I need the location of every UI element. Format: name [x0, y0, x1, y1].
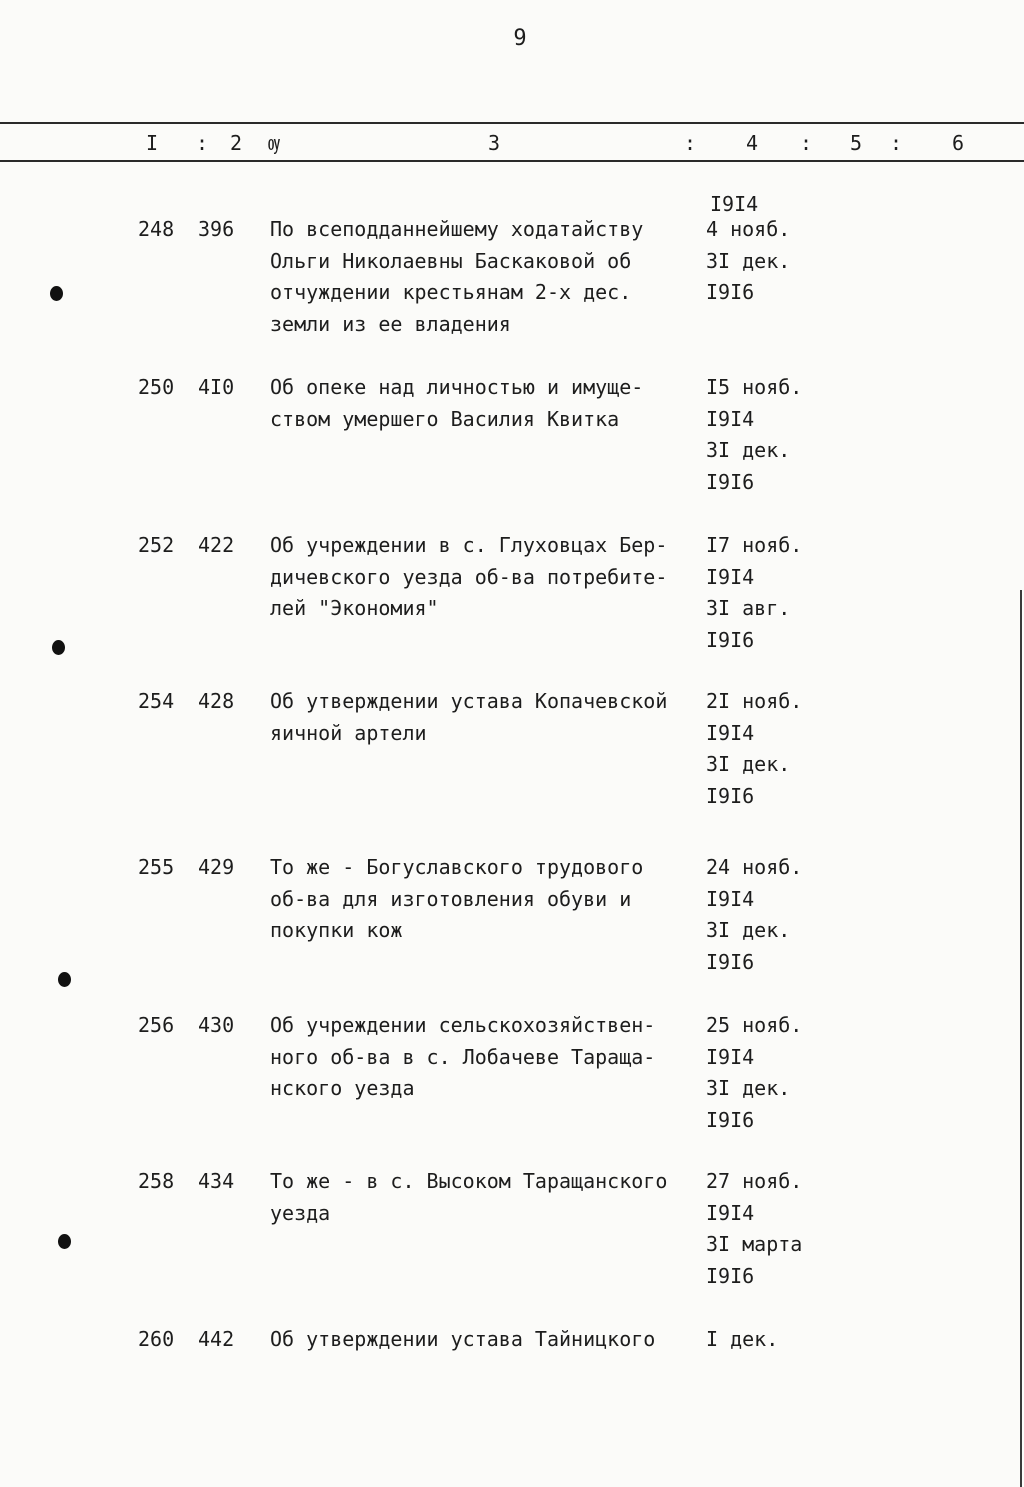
record-date-line: 3I дек.: [706, 1076, 791, 1100]
record-dates: [706, 852, 802, 978]
record-title: [270, 530, 702, 625]
record-file-number: 422: [198, 533, 235, 557]
record-title: [270, 1010, 702, 1105]
record-title-line: Об учреждении сельскохозяйствен-: [270, 1013, 656, 1037]
record-date-line: 3I дек.: [706, 248, 791, 273]
record-number: 260: [138, 1327, 175, 1351]
record-title-line: земли из ее владения: [270, 311, 511, 336]
record-title-line: ного об-ва в с. Лобачеве Таращa-: [270, 1044, 656, 1069]
record-title-line: уезда: [270, 1200, 331, 1225]
record-number: 258: [138, 1169, 175, 1193]
header-separator: :: [890, 131, 903, 155]
header-separator: :: [196, 131, 209, 155]
record-date-line: I9I4: [706, 886, 755, 911]
record-title: [270, 1324, 702, 1356]
record-date-line: I9I4: [706, 406, 755, 431]
record-file-number: 428: [198, 689, 235, 713]
record-title-line: лей "Экономия": [270, 596, 439, 620]
record-number: 252: [138, 533, 175, 557]
record-title: [270, 852, 702, 947]
page-edge-line: [1020, 590, 1022, 1487]
table-top-rule: [0, 122, 1024, 124]
record-date-line: I9I6: [706, 280, 755, 304]
record-title-line: Об утверждении устава Копачевской: [270, 689, 668, 713]
record-date-line: I9I6: [706, 469, 755, 494]
record-title-line: Об учреждении в с. Глуховцах Бер-: [270, 533, 668, 557]
table-header-rule: [0, 160, 1024, 162]
record-date-line: I5 нояб.: [706, 375, 803, 399]
header-mark: ѹ: [268, 131, 281, 155]
record-title-line: Об опеке над личностью и имуще-: [270, 375, 644, 399]
record-title-line: покупки кож: [270, 918, 403, 942]
record-file-number: 429: [198, 855, 235, 879]
record-title-line: То же - Богуславского трудового: [270, 855, 644, 879]
header-col-3: 3: [488, 131, 501, 155]
record-file-number: 396: [198, 217, 235, 241]
record-title-line: Об утверждении устава Тайницкого: [270, 1327, 656, 1351]
record-date-line: 3I дек.: [706, 918, 791, 942]
record-date-line: 4 нояб.: [706, 217, 791, 241]
record-dates: [706, 372, 802, 498]
header-col-6: 6: [952, 131, 965, 155]
record-number: 250: [138, 375, 175, 399]
record-date-line: 24 нояб.: [706, 855, 803, 879]
punch-hole: [58, 972, 71, 987]
header-col-1: I: [146, 131, 159, 155]
record-date-line: I7 нояб.: [706, 533, 803, 557]
punch-hole: [52, 640, 65, 655]
punch-hole: [50, 286, 63, 301]
record-date-line: I9I6: [706, 627, 755, 652]
record-title-line: об-ва для изготовления обуви и: [270, 886, 632, 911]
record-title-line: нского уезда: [270, 1076, 415, 1100]
record-date-line: I9I6: [706, 1107, 755, 1132]
record-date-line: I дек.: [706, 1327, 779, 1351]
record-dates: [706, 1324, 778, 1356]
record-file-number: 434: [198, 1169, 235, 1193]
record-number: 248: [138, 217, 175, 241]
record-number: 254: [138, 689, 175, 713]
header-col-2: 2: [230, 131, 243, 155]
record-date-line: I9I4: [706, 1044, 755, 1069]
record-number: 255: [138, 855, 175, 879]
record-title: [270, 372, 702, 435]
record-title: [270, 214, 702, 340]
record-title: [270, 686, 702, 749]
record-date-line: 3I дек.: [706, 438, 791, 462]
record-date-line: I9I6: [706, 949, 755, 974]
record-date-line: 25 нояб.: [706, 1013, 803, 1037]
record-dates: [706, 530, 802, 656]
record-date-line: 3I дек.: [706, 752, 791, 776]
punch-hole: [58, 1234, 71, 1249]
record-dates: [706, 686, 802, 812]
record-dates: [706, 1010, 802, 1136]
header-col-4: 4: [746, 131, 759, 155]
page-number: 9: [513, 26, 527, 51]
record-title-line: По всеподданнейшему ходатайству: [270, 217, 644, 241]
record-date-line: I9I4: [706, 1200, 755, 1225]
record-date-line: I9I6: [706, 1263, 755, 1288]
record-date-line: 27 нояб.: [706, 1169, 803, 1193]
record-title-line: дичевского уезда об-ва потребите-: [270, 564, 668, 589]
record-date-line: I9I6: [706, 783, 755, 808]
record-title: [270, 1166, 702, 1229]
header-col-5: 5: [850, 131, 863, 155]
record-date-line: I9I4: [706, 720, 755, 745]
record-date-line: 2I нояб.: [706, 689, 803, 713]
first-record-start-year: I9I4: [710, 192, 759, 216]
header-separator: :: [684, 131, 697, 155]
record-dates: [706, 1166, 802, 1292]
record-date-line: 3I марта: [706, 1232, 803, 1256]
record-title-line: ством умершего Василия Квитка: [270, 406, 620, 431]
record-title-line: То же - в с. Высоком Таращанского: [270, 1169, 668, 1193]
record-title-line: яичной артели: [270, 720, 427, 745]
record-number: 256: [138, 1013, 175, 1037]
record-date-line: 3I авг.: [706, 596, 791, 620]
record-title-line: Ольги Николаевны Баскаковой об: [270, 248, 632, 273]
header-separator: :: [800, 131, 813, 155]
record-file-number: 430: [198, 1013, 235, 1037]
record-file-number: 442: [198, 1327, 235, 1351]
record-title-line: отчуждении крестьянам 2-х дес.: [270, 280, 632, 304]
record-dates: [706, 214, 790, 309]
record-date-line: I9I4: [706, 564, 755, 589]
record-file-number: 4I0: [198, 375, 235, 399]
